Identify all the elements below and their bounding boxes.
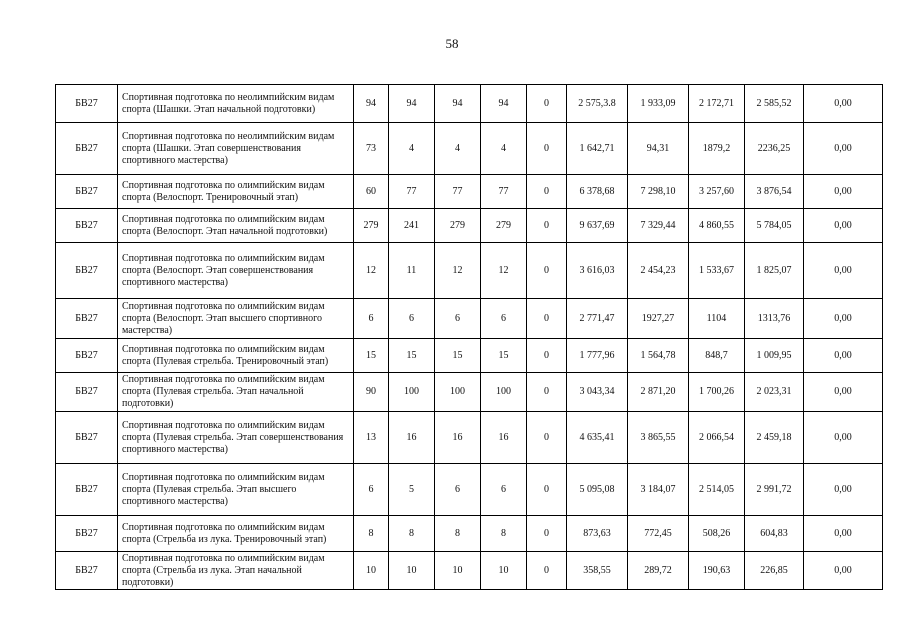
value-cell: 190,63	[689, 552, 745, 590]
value-cell: 100	[435, 373, 481, 412]
value-cell: 2236,25	[745, 123, 804, 175]
value-cell: 3 616,03	[567, 243, 628, 299]
value-cell: 7 329,44	[628, 209, 689, 243]
description-cell: Спортивная подготовка по олимпийским видам спорта (Стрельба из лука. Тренировочный этап)	[118, 516, 354, 552]
value-cell: 0	[527, 123, 567, 175]
value-cell: 0	[527, 373, 567, 412]
table-row	[56, 464, 883, 516]
table-row	[56, 85, 883, 123]
value-cell: 5 784,05	[745, 209, 804, 243]
description-cell: Спортивная подготовка по олимпийским видам спорта (Велоспорт. Этап совершенствования спортивного мастерства)	[118, 243, 354, 299]
code-cell: БВ27	[56, 299, 118, 339]
value-cell: 16	[481, 412, 527, 464]
value-cell: 16	[435, 412, 481, 464]
value-cell: 7 298,10	[628, 175, 689, 209]
table-row	[56, 552, 883, 590]
value-cell: 5	[389, 464, 435, 516]
value-cell: 2 066,54	[689, 412, 745, 464]
value-cell: 0	[527, 299, 567, 339]
table-row	[56, 412, 883, 464]
table-row	[56, 175, 883, 209]
value-cell: 77	[389, 175, 435, 209]
description-cell: Спортивная подготовка по неолимпийским видам спорта (Шашки. Этап совершенствования спортивного мастерства)	[118, 123, 354, 175]
value-cell: 94	[481, 85, 527, 123]
value-cell: 13	[354, 412, 389, 464]
value-cell: 2 454,23	[628, 243, 689, 299]
value-cell: 0	[527, 209, 567, 243]
value-cell: 0,00	[804, 339, 883, 373]
value-cell: 4 860,55	[689, 209, 745, 243]
value-cell: 2 023,31	[745, 373, 804, 412]
description-cell: Спортивная подготовка по олимпийским видам спорта (Пулевая стрельба. Этап высшего спортивного мастерства)	[118, 464, 354, 516]
value-cell: 6 378,68	[567, 175, 628, 209]
code-cell: БВ27	[56, 175, 118, 209]
value-cell: 0	[527, 464, 567, 516]
value-cell: 2 991,72	[745, 464, 804, 516]
value-cell: 0,00	[804, 373, 883, 412]
value-cell: 0,00	[804, 412, 883, 464]
value-cell: 5 095,08	[567, 464, 628, 516]
value-cell: 0	[527, 552, 567, 590]
code-cell: БВ27	[56, 516, 118, 552]
page-number: 58	[445, 36, 459, 51]
value-cell: 604,83	[745, 516, 804, 552]
value-cell: 0,00	[804, 299, 883, 339]
value-cell: 100	[481, 373, 527, 412]
value-cell: 94	[389, 85, 435, 123]
value-cell: 8	[354, 516, 389, 552]
code-cell: БВ27	[56, 123, 118, 175]
value-cell: 94,31	[628, 123, 689, 175]
description-cell: Спортивная подготовка по неолимпийским видам спорта (Шашки. Этап начальной подготовки)	[118, 85, 354, 123]
value-cell: 6	[354, 299, 389, 339]
value-cell: 848,7	[689, 339, 745, 373]
value-cell: 6	[354, 464, 389, 516]
value-cell: 226,85	[745, 552, 804, 590]
value-cell: 2 459,18	[745, 412, 804, 464]
code-cell: БВ27	[56, 552, 118, 590]
value-cell: 6	[481, 464, 527, 516]
value-cell: 4	[481, 123, 527, 175]
value-cell: 12	[354, 243, 389, 299]
value-cell: 0,00	[804, 243, 883, 299]
value-cell: 0	[527, 85, 567, 123]
value-cell: 0,00	[804, 516, 883, 552]
value-cell: 1 642,71	[567, 123, 628, 175]
table-row	[56, 373, 883, 412]
value-cell: 1 009,95	[745, 339, 804, 373]
value-cell: 0,00	[804, 464, 883, 516]
table-row	[56, 299, 883, 339]
value-cell: 0,00	[804, 209, 883, 243]
data-table	[55, 84, 883, 590]
value-cell: 0,00	[804, 175, 883, 209]
value-cell: 9 637,69	[567, 209, 628, 243]
value-cell: 1313,76	[745, 299, 804, 339]
value-cell: 10	[389, 552, 435, 590]
value-cell: 1 700,26	[689, 373, 745, 412]
value-cell: 15	[354, 339, 389, 373]
table-row	[56, 209, 883, 243]
value-cell: 73	[354, 123, 389, 175]
value-cell: 0,00	[804, 85, 883, 123]
value-cell: 100	[389, 373, 435, 412]
value-cell: 90	[354, 373, 389, 412]
value-cell: 6	[389, 299, 435, 339]
value-cell: 1104	[689, 299, 745, 339]
value-cell: 508,26	[689, 516, 745, 552]
value-cell: 77	[481, 175, 527, 209]
value-cell: 10	[481, 552, 527, 590]
value-cell: 12	[481, 243, 527, 299]
value-cell: 8	[435, 516, 481, 552]
code-cell: БВ27	[56, 412, 118, 464]
value-cell: 94	[354, 85, 389, 123]
table-row	[56, 243, 883, 299]
code-cell: БВ27	[56, 464, 118, 516]
table-row	[56, 516, 883, 552]
value-cell: 16	[389, 412, 435, 464]
value-cell: 2 771,47	[567, 299, 628, 339]
value-cell: 1927,27	[628, 299, 689, 339]
value-cell: 94	[435, 85, 481, 123]
value-cell: 2 514,05	[689, 464, 745, 516]
value-cell: 279	[354, 209, 389, 243]
value-cell: 1 777,96	[567, 339, 628, 373]
value-cell: 15	[435, 339, 481, 373]
value-cell: 10	[435, 552, 481, 590]
value-cell: 15	[481, 339, 527, 373]
value-cell: 3 257,60	[689, 175, 745, 209]
value-cell: 0	[527, 516, 567, 552]
value-cell: 12	[435, 243, 481, 299]
value-cell: 0,00	[804, 123, 883, 175]
value-cell: 2 585,52	[745, 85, 804, 123]
description-cell: Спортивная подготовка по олимпийским видам спорта (Пулевая стрельба. Этап совершенствования спортивного мастерства)	[118, 412, 354, 464]
value-cell: 4	[435, 123, 481, 175]
value-cell: 8	[481, 516, 527, 552]
value-cell: 6	[435, 299, 481, 339]
code-cell: БВ27	[56, 373, 118, 412]
value-cell: 0	[527, 175, 567, 209]
code-cell: БВ27	[56, 243, 118, 299]
value-cell: 3 865,55	[628, 412, 689, 464]
table-row	[56, 123, 883, 175]
value-cell: 289,72	[628, 552, 689, 590]
description-cell: Спортивная подготовка по олимпийским видам спорта (Пулевая стрельба. Этап начальной подготовки)	[118, 373, 354, 412]
value-cell: 3 876,54	[745, 175, 804, 209]
value-cell: 1 533,67	[689, 243, 745, 299]
table-row	[56, 339, 883, 373]
code-cell: БВ27	[56, 339, 118, 373]
value-cell: 358,55	[567, 552, 628, 590]
value-cell: 10	[354, 552, 389, 590]
value-cell: 0	[527, 243, 567, 299]
value-cell: 4 635,41	[567, 412, 628, 464]
value-cell: 8	[389, 516, 435, 552]
value-cell: 60	[354, 175, 389, 209]
description-cell: Спортивная подготовка по олимпийским видам спорта (Велоспорт. Этап начальной подготовки)	[118, 209, 354, 243]
value-cell: 1 825,07	[745, 243, 804, 299]
description-cell: Спортивная подготовка по олимпийским видам спорта (Стрельба из лука. Этап начальной подготовки)	[118, 552, 354, 590]
value-cell: 2 172,71	[689, 85, 745, 123]
value-cell: 2 575,3.8	[567, 85, 628, 123]
value-cell: 3 184,07	[628, 464, 689, 516]
value-cell: 873,63	[567, 516, 628, 552]
value-cell: 6	[481, 299, 527, 339]
description-cell: Спортивная подготовка по олимпийским видам спорта (Велоспорт. Этап высшего спортивного мастерства)	[118, 299, 354, 339]
value-cell: 6	[435, 464, 481, 516]
value-cell: 0,00	[804, 552, 883, 590]
value-cell: 772,45	[628, 516, 689, 552]
description-cell: Спортивная подготовка по олимпийским видам спорта (Пулевая стрельба. Тренировочный этап)	[118, 339, 354, 373]
code-cell: БВ27	[56, 209, 118, 243]
value-cell: 77	[435, 175, 481, 209]
value-cell: 1879,2	[689, 123, 745, 175]
value-cell: 279	[481, 209, 527, 243]
value-cell: 11	[389, 243, 435, 299]
value-cell: 0	[527, 412, 567, 464]
code-cell: БВ27	[56, 85, 118, 123]
value-cell: 241	[389, 209, 435, 243]
value-cell: 279	[435, 209, 481, 243]
value-cell: 1 933,09	[628, 85, 689, 123]
value-cell: 3 043,34	[567, 373, 628, 412]
value-cell: 4	[389, 123, 435, 175]
value-cell: 2 871,20	[628, 373, 689, 412]
value-cell: 1 564,78	[628, 339, 689, 373]
value-cell: 15	[389, 339, 435, 373]
description-cell: Спортивная подготовка по олимпийским видам спорта (Велоспорт. Тренировочный этап)	[118, 175, 354, 209]
value-cell: 0	[527, 339, 567, 373]
